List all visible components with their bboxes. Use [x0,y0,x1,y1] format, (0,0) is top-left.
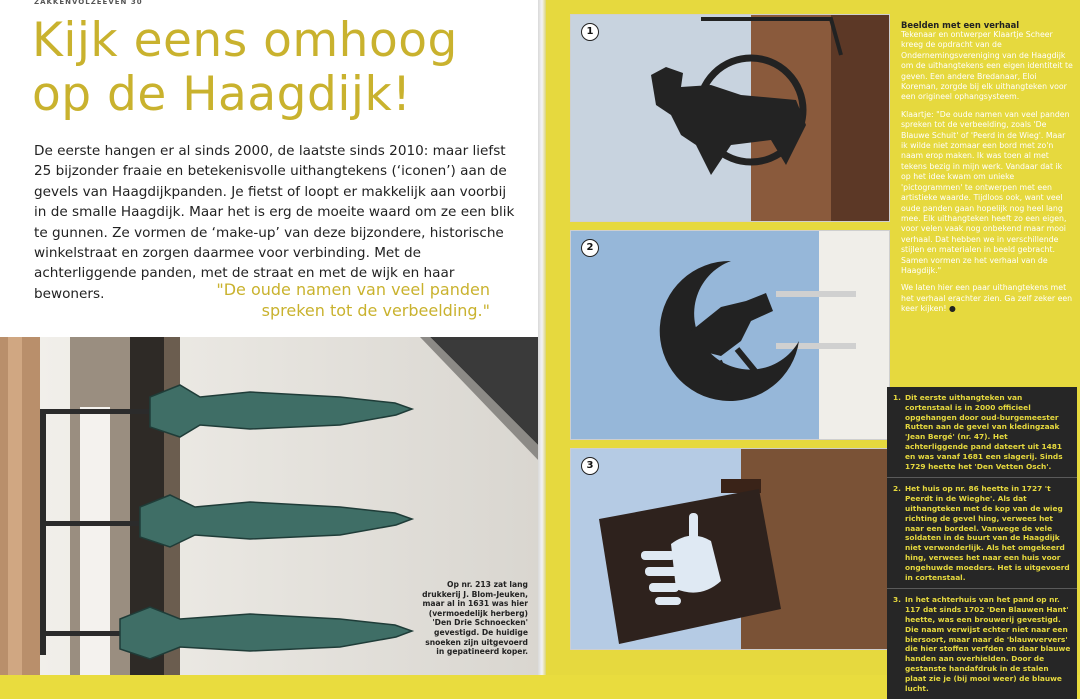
panel-number-badge: 1 [581,23,599,41]
sidebar-paragraph-3-text: We laten hier een paar uithangtekens met het verhaal erachter zien. Ga zelf zeker een keer kijken! [901,283,1073,314]
numbered-notes-box [887,387,1077,699]
pull-quote [190,279,490,321]
note-item-3 [887,589,1077,699]
pull-quote-line-2: spreken tot de verbeelding." [261,301,490,320]
photo-panel-2 [570,230,890,440]
photo-panel-1 [570,14,890,222]
note-number: 3. [893,595,901,605]
ox-sign-photo [571,15,889,221]
section-heading: Beelden met een verhaal [901,20,1020,30]
title-line-2: op de Haagdijk! [32,67,412,122]
pike-caption: Op nr. 213 zat lang drukkerij J. Blom-Jeuken, maar al in 1631 was hier (vermoedelijk herberg) 'Den Drie Schnoecken' gevestigd. De huidige snoeken zijn uitgevoerd in gepatineerd koper. [422,580,528,657]
note-number: 1. [893,393,901,402]
intro-paragraph: De eerste hangen er al sinds 2000, de laatste sinds 2010: maar liefst 25 bijzonder fraaie en betekenisvolle uithangtekens (‘iconen’) aan de gevels van Haagdijkpanden. Je fietst of loopt er makkelijk aan voorbij in de smalle Haagdijk. Maar het is erg de moeite waard om ze een blik te gunnen. Ze vormen de ‘make-up’ van deze bijzondere, historische winkelstraat en zorgen daarmee voor verbinding. Met de achterliggende panden, met de straat en met de wijk en haar bewoners. [34,143,515,302]
page-title [32,14,512,122]
horse-cradle-sign-photo [571,231,889,439]
title-line-1: Kijk eens omhoog [32,13,458,68]
blue-hand-sign-photo [571,449,889,649]
note-text: Het huis op nr. 86 heette in 1727 't Peerdt in de Wieghe'. Als dat uithangteken met de kop van de wieg richting de gevel hing, verwees het naar een bordeel. Vanwege de vele soldaten in de buurt van de Haagdijk niet verwonderlijk. Als het omgekeerd hing, verwees het naar een huis voor ongehuwde moeders. Het is uitgevoerd in cortenstaal. [905,484,1070,582]
pull-quote-line-1: "De oude namen van veel panden [216,280,490,299]
right-page [546,0,1080,693]
end-mark: ● [948,304,956,314]
sidebar-paragraph-2: Klaartje: "De oude namen van veel panden spreken tot de verbeelding, zoals 'De Blauwe Schuit' of 'Peerd in de Wieg'. Maar ik wilde niet zomaar een bord met zo'n naam erop maken. Ik was toen al met tekens bezig in mijn werk. Vandaar dat ik op het idee kwam om unieke 'pictogrammen' te ontwerpen met een artistieke waarde. Tijdloos ook, want veel oude panden gaan hopelijk nog heel lang mee. Elk uithangteken heeft zo een eigen, voor velen vaak nog onbekend maar mooi verhaal. Dat hebben we in verschillende stijlen en materialen in beeld gebracht. Samen vormen ze het verhaal van de Haagdijk." [901,109,1070,275]
note-number: 2. [893,484,901,494]
note-text: Dit eerste uithangteken van cortenstaal is in 2000 officieel opgehangen door oud-burgemeester Rutten aan de gevel van kledingzaak 'Jean Bergé' (nr. 47). Het achterliggende pand dateert uit 1481 en was vanaf 1681 een slagerij. Sinds 1729 heette het 'Den Vetten Osch'. [905,393,1063,471]
sidebar-text [901,20,1073,322]
note-item-1 [887,387,1077,478]
note-item-2 [887,478,1077,589]
sidebar-paragraph-3 [901,283,1073,314]
panel-number-badge: 2 [581,239,599,257]
note-text: In het achterhuis van het pand op nr. 117 dat sinds 1702 'Den Blauwen Hant' heette, was een brouwerij gevestigd. Die naam verwijst echter niet naar een biersoort, maar naar de 'blauwververs' die hier stoffen verfden en daar blauwe handen aan overhielden. Door de gestanste handafdruk in de stalen plaat zie je (bij mooi weer) de blauwe lucht. [905,595,1071,693]
sidebar-paragraph-1: Tekenaar en ontwerper Klaartje Scheer kreeg de opdracht van de Ondernemingsvereniging van de Haagdijk om de uithangtekens een eigen identiteit te geven. Een andere Bredanaar, Eloi Koreman, zorgde bij elk uithangteken voor een origineel ophangsysteem. [901,30,1073,102]
left-page [0,0,540,675]
panel-number-badge: 3 [581,457,599,475]
running-head: ZAKKENVOLZEEVEN 30 [34,0,143,6]
photo-panel-3 [570,448,890,650]
